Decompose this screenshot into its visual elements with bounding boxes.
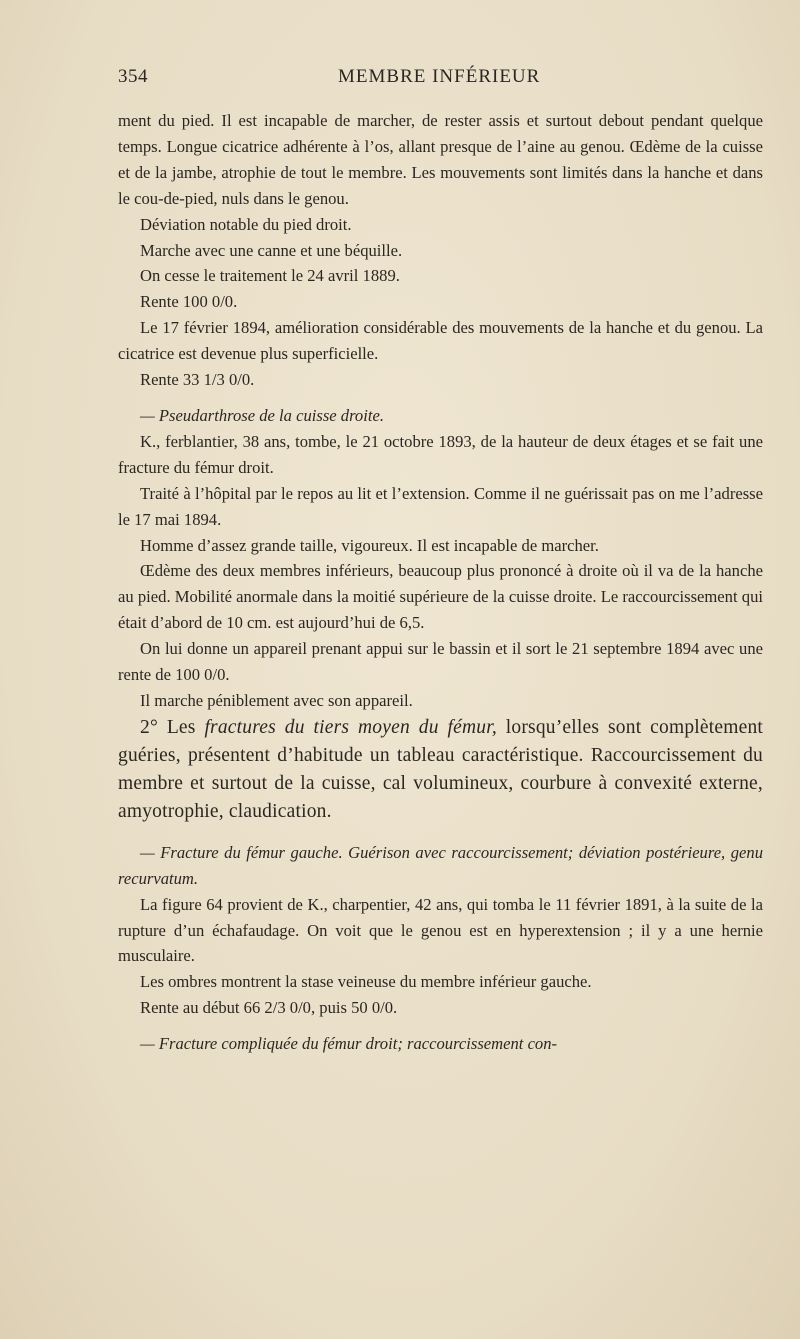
page-number: 354 — [118, 66, 148, 87]
paragraph: ment du pied. Il est incapable de marcher, de rester assis et surtout debout pendant quelque temps. Longue cicatrice adhérente à l’os, allant presque de l’aine au genou. Œdème de la cuisse et de la jambe, atrophie de tout le membre. Les mouvements sont limités dans la hanche et dans le cou-de-pied, nuls dans le genou. — [118, 111, 763, 208]
paragraph: La figure 64 provient de K., charpentier, 42 ans, qui tomba le 11 février 1891, à la suite de la rupture d’un échafaudage. On voit que le genou est en hyperextension ; il y a une hernie musculaire. — [118, 894, 763, 966]
paragraph: Œdème des deux membres inférieurs, beaucoup plus prononcé à droite où il va de la hanche au pied. Mobilité anormale dans la moitié supérieure de la cuisse droite. Le raccourcissement qui était d’abord de 10 cm. est aujourd’hui de 6,5. — [118, 561, 763, 633]
paragraph: K., ferblantier, 38 ans, tombe, le 21 octobre 1893, de la hauteur de deux étages et se fait une fracture du fémur droit. — [118, 431, 763, 477]
section-number: 2° — [140, 716, 158, 738]
case-heading: — Pseudarthrose de la cuisse droite. — [140, 405, 384, 425]
paragraph: Les ombres montrent la stase veineuse du membre inférieur gauche. — [140, 972, 592, 992]
page-header — [118, 66, 760, 88]
paragraph: Rente 33 1/3 0/0. — [140, 370, 255, 390]
section-lead: Les — [166, 716, 196, 738]
paragraph: Homme d’assez grande taille, vigoureux. Il est incapable de marcher. — [140, 535, 599, 555]
running-title: MEMBRE INFÉRIEUR — [338, 66, 541, 87]
paragraph: Le 17 février 1894, amélioration considérable des mouvements de la hanche et du genou. La cicatrice est devenue plus superficielle. — [118, 318, 763, 364]
case-heading: — Fracture compliquée du fémur droit; raccourcissement con- — [140, 1034, 558, 1054]
page-body — [118, 108, 763, 1057]
section-paragraph — [118, 714, 763, 826]
section-text: lorsqu’elles sont complètement guéries, présentent d’habitude un tableau caractéristique. Raccourcissement du membre et surtout de la cuisse, cal volumineux, courbure à convexité externe, amyotrophie, claudication. — [118, 716, 764, 822]
paragraph: Déviation notable du pied droit. — [140, 214, 352, 234]
case-heading: — Fracture du fémur gauche. Guérison avec raccourcissement; déviation postérieure, genu recurvatum. — [118, 842, 763, 888]
paragraph: Il marche péniblement avec son appareil. — [140, 690, 413, 710]
section-emphasis: fractures du tiers moyen du fémur, — [204, 716, 497, 738]
paragraph: Rente 100 0/0. — [140, 292, 238, 312]
paragraph: On lui donne un appareil prenant appui sur le bassin et il sort le 21 septembre 1894 avec une rente de 100 0/0. — [118, 639, 763, 685]
paragraph: Rente au début 66 2/3 0/0, puis 50 0/0. — [140, 998, 398, 1018]
paragraph: On cesse le traitement le 24 avril 1889. — [140, 266, 400, 286]
paragraph: Traité à l’hôpital par le repos au lit et l’extension. Comme il ne guérissait pas on me l’adresse le 17 mai 1894. — [118, 483, 763, 529]
paragraph: Marche avec une canne et une béquille. — [140, 240, 403, 260]
